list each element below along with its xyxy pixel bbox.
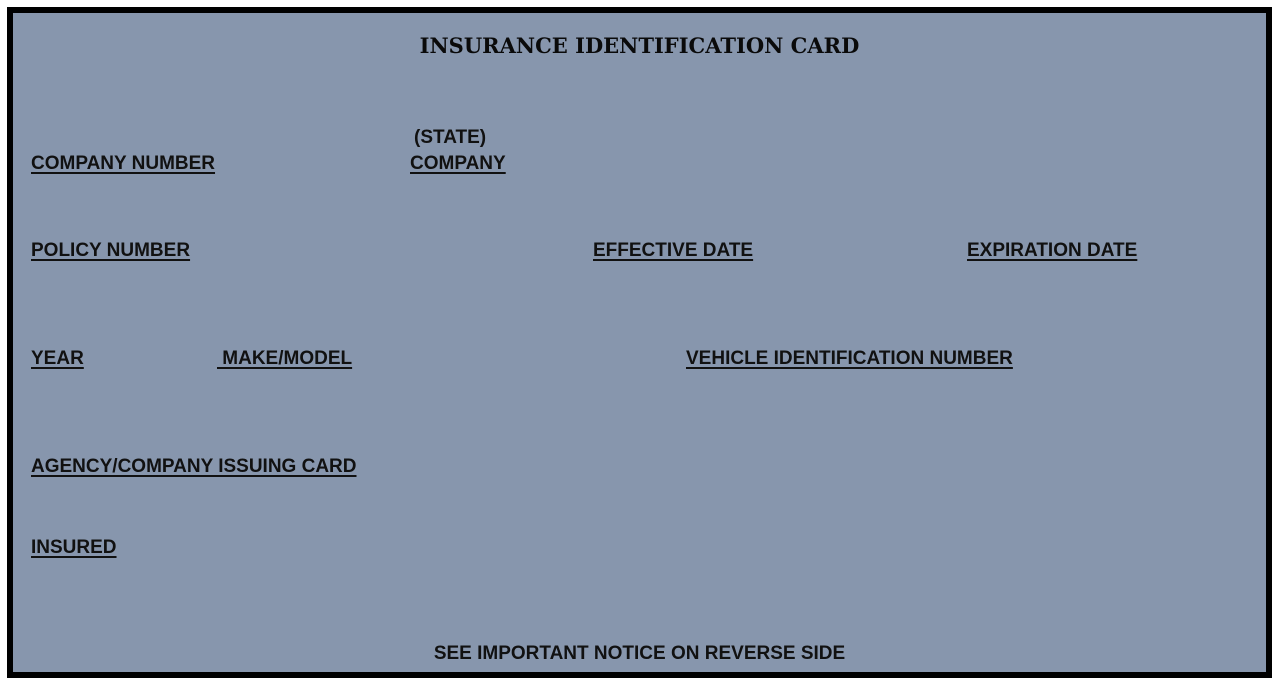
- company-label: COMPANY: [410, 153, 506, 174]
- card-title: INSURANCE IDENTIFICATION CARD: [419, 33, 860, 58]
- effective-date-label: EFFECTIVE DATE: [593, 240, 754, 261]
- insured-label: INSURED: [31, 537, 117, 558]
- policy-number-label: POLICY NUMBER: [31, 240, 191, 261]
- make-model-label: MAKE/MODEL: [217, 348, 353, 369]
- agency-issuing-label: AGENCY/COMPANY ISSUING CARD: [31, 456, 357, 477]
- reverse-side-notice: SEE IMPORTANT NOTICE ON REVERSE SIDE: [433, 643, 846, 664]
- expiration-date-label: EXPIRATION DATE: [967, 240, 1138, 261]
- state-label: (STATE): [414, 127, 487, 148]
- year-label: YEAR: [31, 348, 84, 369]
- insurance-card: [7, 7, 1272, 678]
- company-number-label: COMPANY NUMBER: [31, 153, 216, 174]
- vin-label: VEHICLE IDENTIFICATION NUMBER: [686, 348, 1013, 369]
